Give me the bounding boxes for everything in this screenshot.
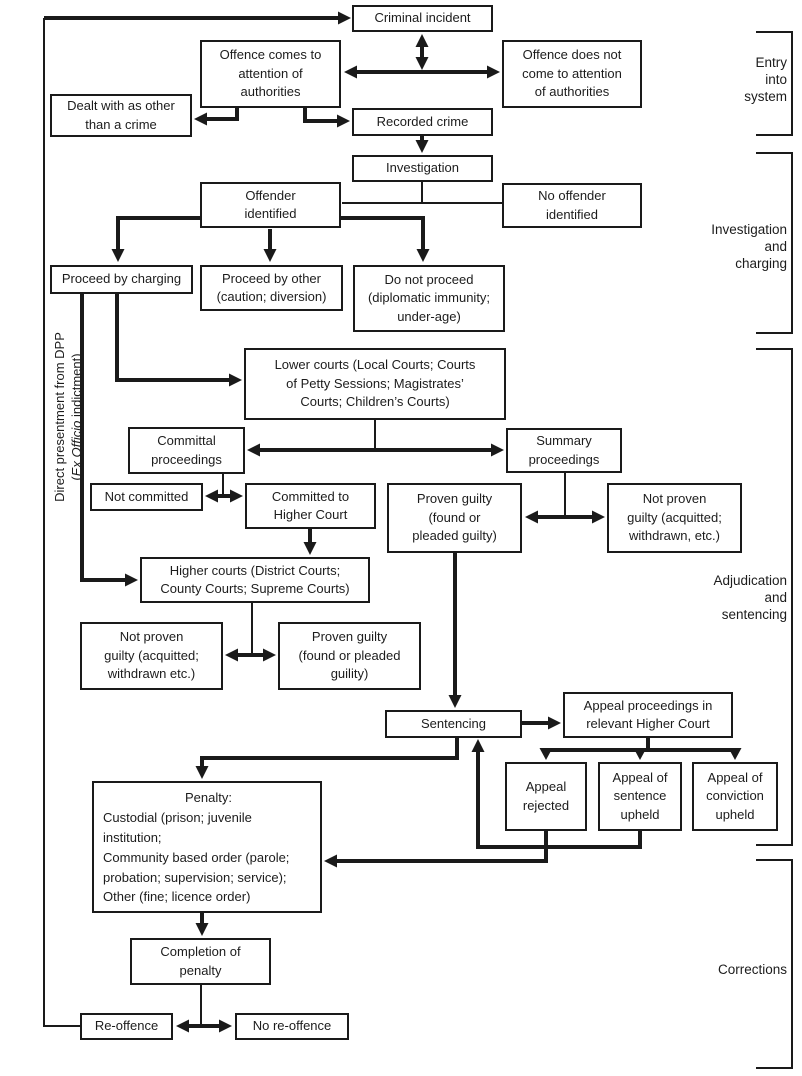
ex-officio-italic: Ex Officio	[69, 420, 84, 477]
node-investigation: Investigation	[352, 155, 493, 182]
node-sentencing: Sentencing	[385, 710, 522, 738]
node-recorded-crime: Recorded crime	[352, 108, 493, 136]
section-brackets	[756, 32, 792, 1068]
node-higher-courts: Higher courts (District Courts; County Courts; Supreme Courts)	[140, 557, 370, 603]
node-proven-guilty-summary: Proven guilty (found or pleaded guilty)	[387, 483, 522, 553]
node-re-offence: Re-offence	[80, 1013, 173, 1040]
node-summary-proceedings: Summary proceedings	[506, 428, 622, 473]
section-label-entry-into-system: Entry into system	[744, 55, 787, 104]
node-appeal-sentence-upheld: Appeal of sentence upheld	[598, 762, 682, 831]
node-completion-of-penalty: Completion of penalty	[130, 938, 271, 985]
node-no-re-offence: No re-offence	[235, 1013, 349, 1040]
node-proven-guilty-higher: Proven guilty (found or pleaded guility)	[278, 622, 421, 690]
section-label-investigation-and-charging: Investigation and charging	[711, 222, 787, 271]
section-label-adjudication-and-sentencing: Adjudication and sentencing	[713, 573, 787, 622]
node-do-not-proceed: Do not proceed (diplomatic immunity; under-age)	[353, 265, 505, 332]
node-offender-identified: Offender identified	[200, 182, 341, 228]
node-not-proven-guilty-summary: Not proven guilty (acquitted; withdrawn, etc.)	[607, 483, 742, 553]
node-penalty: Penalty: Custodial (prison; juvenile institution; Community based order (parole; probation; supervision; service); Other (fine; licence order)	[92, 781, 322, 913]
node-dealt-with-as-other-than-crime: Dealt with as other than a crime	[50, 94, 192, 137]
node-lower-courts: Lower courts (Local Courts; Courts of Petty Sessions; Magistrates’ Courts; Children’s Courts)	[244, 348, 506, 420]
node-appeal-conviction-upheld: Appeal of conviction upheld	[692, 762, 778, 831]
node-not-committed: Not committed	[90, 483, 203, 511]
node-appeal-rejected: Appeal rejected	[505, 762, 587, 831]
node-committed-to-higher-court: Committed to Higher Court	[245, 483, 376, 529]
node-appeal-proceedings: Appeal proceedings in relevant Higher Court	[563, 692, 733, 738]
node-offence-does-not-come-to-attention: Offence does not come to attention of authorities	[502, 40, 642, 108]
node-no-offender-identified: No offender identified	[502, 183, 642, 228]
node-committal-proceedings: Committal proceedings	[128, 427, 245, 474]
dpp-direct-presentment-label: Direct presentment from DPP (Ex Officio indictment)	[52, 332, 84, 502]
node-not-proven-guilty-higher: Not proven guilty (acquitted; withdrawn etc.)	[80, 622, 223, 690]
node-proceed-by-other: Proceed by other (caution; diversion)	[200, 265, 343, 311]
section-label-corrections: Corrections	[717, 962, 787, 977]
node-offence-comes-to-attention: Offence comes to attention of authorities	[200, 40, 341, 108]
node-criminal-incident: Criminal incident	[352, 5, 493, 32]
node-proceed-by-charging: Proceed by charging	[50, 265, 193, 294]
